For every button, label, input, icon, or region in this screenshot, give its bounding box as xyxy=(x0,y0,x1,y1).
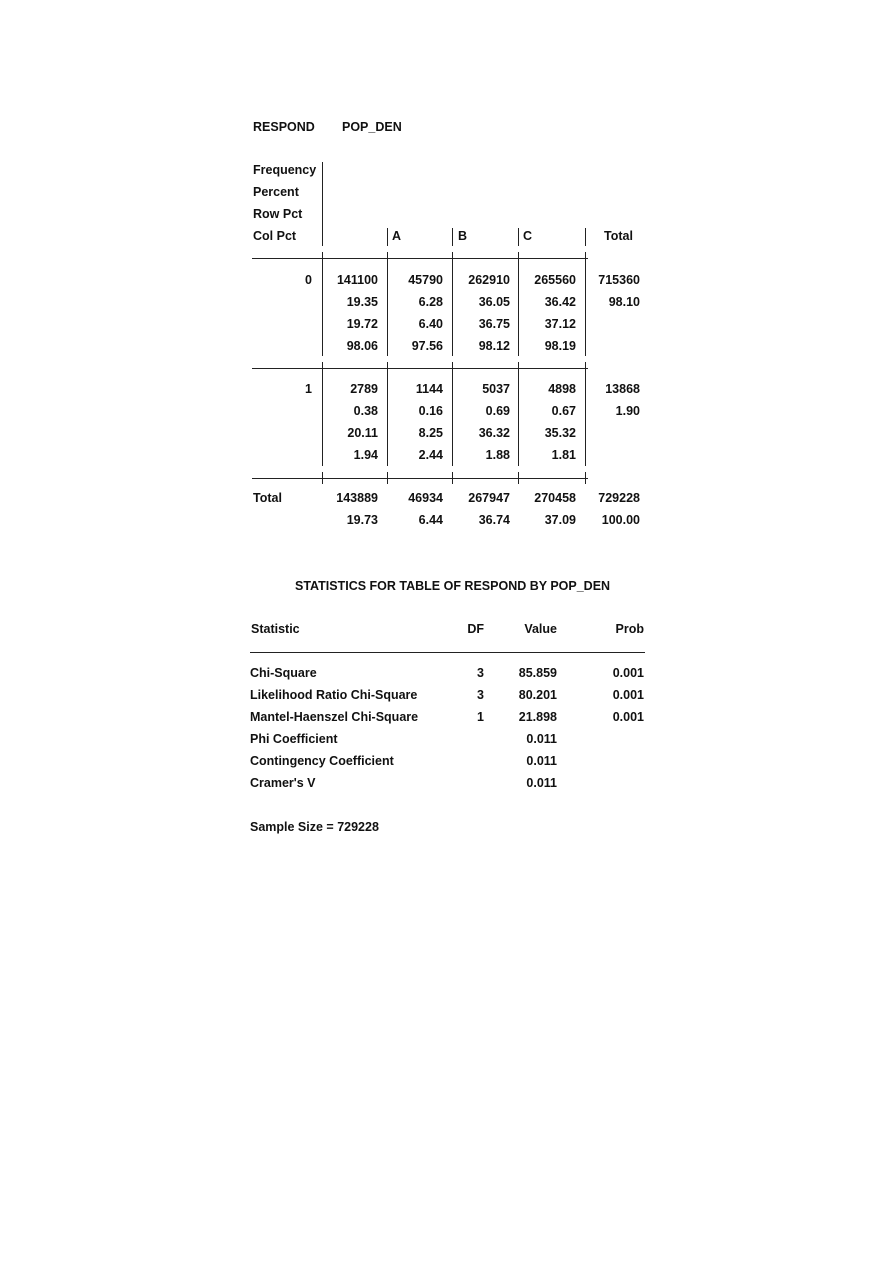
legend-col-pct: Col Pct xyxy=(253,229,297,243)
table-cell: 141100 xyxy=(336,273,378,287)
stat-value: 85.859 xyxy=(518,666,557,680)
table-cell: 265560 xyxy=(534,273,576,287)
table-cell: 35.32 xyxy=(544,426,576,440)
row-total-cell: 715360 xyxy=(598,273,640,287)
stat-name: Likelihood Ratio Chi-Square xyxy=(250,688,418,702)
stat-value: 0.011 xyxy=(526,754,557,768)
table-rule xyxy=(252,478,588,479)
table-cell: 98.12 xyxy=(478,339,510,353)
table-cell: 1144 xyxy=(415,382,443,396)
stat-df: 3 xyxy=(477,666,484,680)
table-cell: 4898 xyxy=(548,382,576,396)
stat-name: Cramer's V xyxy=(250,776,316,790)
row-variable-label: RESPOND xyxy=(253,120,315,134)
stat-df: 3 xyxy=(477,688,484,702)
stat-value: 80.201 xyxy=(518,688,557,702)
row-total-cell: 98.10 xyxy=(608,295,640,309)
column-variable-label: POP_DEN xyxy=(342,120,402,134)
stat-prob: 0.001 xyxy=(612,666,644,680)
cell-divider xyxy=(387,472,388,484)
table-cell: 0.67 xyxy=(551,404,576,418)
table-cell: 19.72 xyxy=(346,317,378,331)
total-cell: 19.73 xyxy=(346,513,378,527)
table-cell: 36.42 xyxy=(544,295,576,309)
table-cell: 1.88 xyxy=(485,448,510,462)
cell-divider xyxy=(452,362,453,466)
stat-name: Mantel-Haenszel Chi-Square xyxy=(250,710,419,724)
total-cell: 6.44 xyxy=(418,513,443,527)
statistics-title: STATISTICS FOR TABLE OF RESPOND BY POP_DEN xyxy=(295,579,611,593)
table-cell: 1.94 xyxy=(353,448,378,462)
stats-header-statistic: Statistic xyxy=(251,622,300,636)
cell-divider xyxy=(518,472,519,484)
stat-value: 0.011 xyxy=(526,732,557,746)
table-cell: 0.16 xyxy=(418,404,443,418)
total-cell: 36.74 xyxy=(478,513,510,527)
stat-value: 21.898 xyxy=(518,710,557,724)
stat-prob: 0.001 xyxy=(612,688,644,702)
total-row-label: Total xyxy=(253,491,282,505)
grand-total-cell: 100.00 xyxy=(601,513,640,527)
stats-header-df: DF xyxy=(467,622,484,636)
stats-rule xyxy=(250,652,645,653)
stat-value: 0.011 xyxy=(526,776,557,790)
legend-percent: Percent xyxy=(253,185,299,199)
table-cell: 0.69 xyxy=(485,404,510,418)
stat-prob: 0.001 xyxy=(612,710,644,724)
column-header-b: B xyxy=(458,229,468,243)
cell-divider xyxy=(387,362,388,466)
table-cell: 36.32 xyxy=(478,426,510,440)
table-cell: 262910 xyxy=(468,273,510,287)
table-cell: 2.44 xyxy=(418,448,443,462)
header-divider xyxy=(452,228,453,246)
table-cell: 36.75 xyxy=(478,317,510,331)
total-cell: 46934 xyxy=(408,491,443,505)
stat-name: Chi-Square xyxy=(250,666,317,680)
table-cell: 2789 xyxy=(350,382,378,396)
table-cell: 37.12 xyxy=(544,317,576,331)
cell-divider xyxy=(322,472,323,484)
column-header-a: A xyxy=(392,229,402,243)
legend-divider xyxy=(322,162,323,246)
cell-divider xyxy=(452,472,453,484)
stat-name: Phi Coefficient xyxy=(250,732,338,746)
table-cell: 5037 xyxy=(482,382,510,396)
row-total-cell: 13868 xyxy=(605,382,640,396)
table-rule xyxy=(252,258,588,259)
legend-frequency: Frequency xyxy=(253,163,317,177)
table-cell: 0.38 xyxy=(353,404,378,418)
legend-row-pct: Row Pct xyxy=(253,207,303,221)
cell-divider xyxy=(322,252,323,356)
cell-divider xyxy=(452,252,453,356)
table-cell: 19.35 xyxy=(346,295,378,309)
header-divider xyxy=(387,228,388,246)
row-total-cell: 1.90 xyxy=(615,404,640,418)
table-cell: 6.40 xyxy=(418,317,443,331)
row-label-1: 1 xyxy=(305,382,312,396)
table-cell: 45790 xyxy=(408,273,443,287)
total-cell: 143889 xyxy=(336,491,378,505)
cell-divider xyxy=(585,472,586,484)
cell-divider xyxy=(518,252,519,356)
column-header-total: Total xyxy=(604,229,633,243)
table-cell: 36.05 xyxy=(478,295,510,309)
table-cell: 20.11 xyxy=(347,426,378,440)
table-rule xyxy=(252,368,588,369)
cell-divider xyxy=(585,252,586,356)
stats-header-value: Value xyxy=(524,622,557,636)
stat-df: 1 xyxy=(477,710,484,724)
cell-divider xyxy=(585,362,586,466)
cell-divider xyxy=(387,252,388,356)
row-label-0: 0 xyxy=(305,273,312,287)
cell-divider xyxy=(322,362,323,466)
cell-divider xyxy=(518,362,519,466)
table-cell: 8.25 xyxy=(418,426,443,440)
header-divider xyxy=(518,228,519,246)
sample-size: Sample Size = 729228 xyxy=(250,820,379,834)
table-cell: 1.81 xyxy=(551,448,576,462)
total-cell: 270458 xyxy=(534,491,576,505)
column-header-c: C xyxy=(523,229,533,243)
table-cell: 98.06 xyxy=(346,339,378,353)
stat-name: Contingency Coefficient xyxy=(250,754,394,768)
table-cell: 98.19 xyxy=(544,339,576,353)
table-cell: 97.56 xyxy=(411,339,443,353)
stats-header-prob: Prob xyxy=(615,622,644,636)
header-divider xyxy=(585,228,586,246)
total-cell: 37.09 xyxy=(544,513,576,527)
total-cell: 267947 xyxy=(468,491,510,505)
table-cell: 6.28 xyxy=(418,295,443,309)
grand-total-cell: 729228 xyxy=(598,491,640,505)
